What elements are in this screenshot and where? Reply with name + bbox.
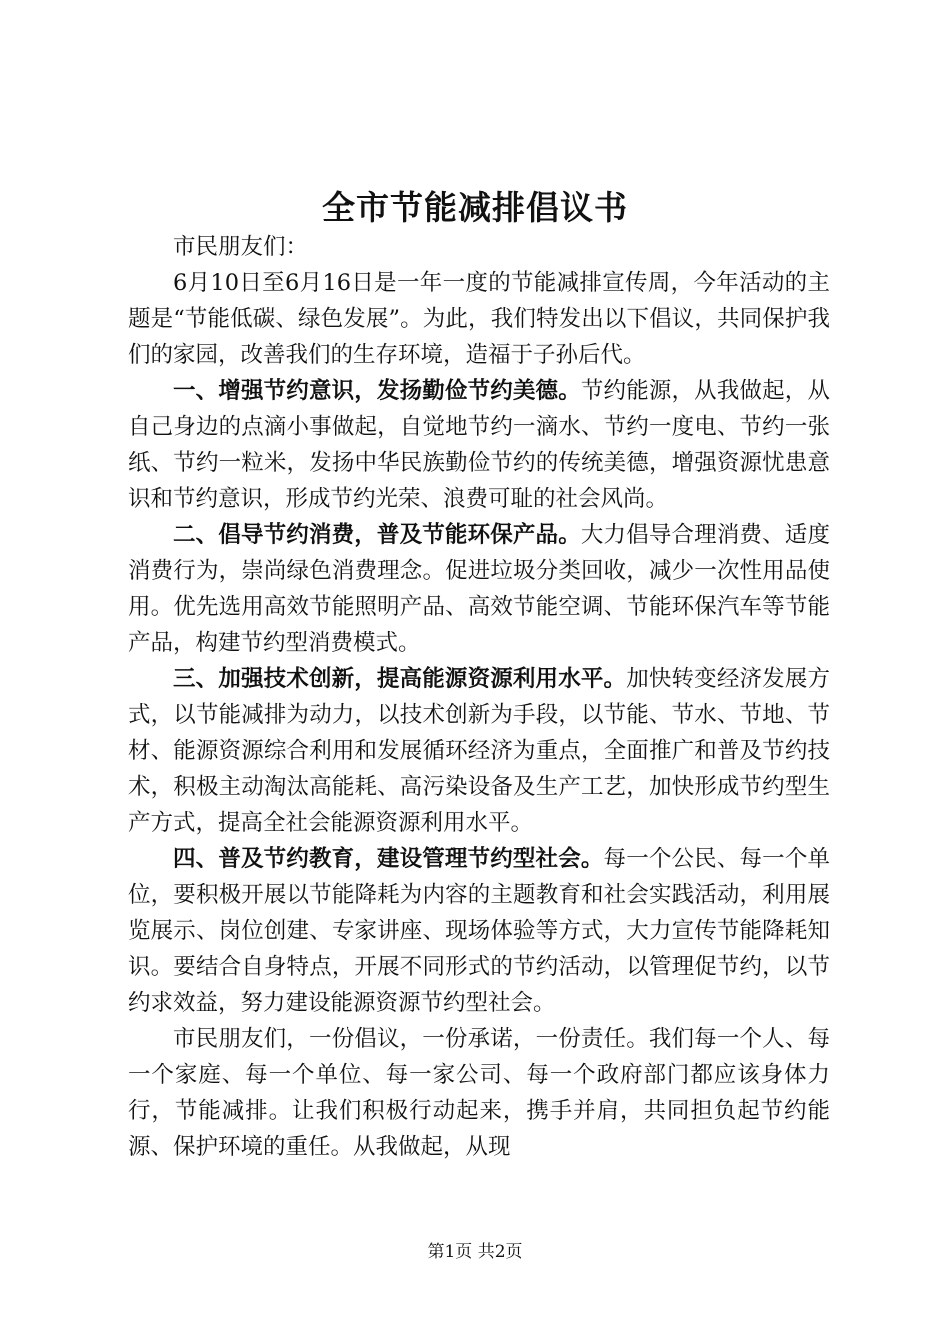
document-title: 全市节能减排倡议书 <box>322 188 628 227</box>
section-heading-2: 二、倡导节约消费，普及节能环保产品。 <box>173 522 581 548</box>
page-footer: 第1页 共2页 <box>427 1242 523 1262</box>
salutation: 市民朋友们： <box>173 234 309 260</box>
section-text-2: 大力倡导合理消费、适度消费行为，崇尚绿色消费理念。促进垃圾分类回收，减少一次性用品使用。优先选用高效节能照明产品、高效节能空调、节能环保汽车等节能产品，构建节约型消费模式。 <box>128 522 830 656</box>
section-paragraph-1 <box>128 373 830 517</box>
closing-paragraph: 市民朋友们，一份倡议，一份承诺，一份责任。我们每一个人、每一个家庭、每一个单位、每一家公司、每一个政府部门都应该身体力行，节能减排。让我们积极行动起来，携手并肩，共同担负起节约能源、保护环境的重任。从我做起，从现 <box>128 1026 830 1160</box>
section-paragraph-2 <box>128 517 830 661</box>
section-text-1: 节约能源，从我做起，从自己身边的点滴小事做起，自觉地节约一滴水、节约一度电、节约一张纸、节约一粒米，发扬中华民族勤俭节约的传统美德，增强资源忧患意识和节约意识，形成节约光荣、浪费可耻的社会风尚。 <box>128 378 830 512</box>
section-paragraph-4 <box>128 841 830 1021</box>
section-paragraph-3 <box>128 661 830 841</box>
section-heading-1: 一、增强节约意识，发扬勤俭节约美德。 <box>173 378 581 404</box>
section-heading-4: 四、普及节约教育，建设管理节约型社会。 <box>173 846 604 872</box>
section-text-4: 每一个公民、每一个单位，要积极开展以节能降耗为内容的主题教育和社会实践活动，利用展览展示、岗位创建、专家讲座、现场体验等方式，大力宣传节能降耗知识。要结合自身特点，开展不同形式的节约活动，以管理促节约，以节约求效益，努力建设能源资源节约型社会。 <box>128 846 830 1016</box>
section-text-3: 加快转变经济发展方式，以节能减排为动力，以技术创新为手段，以节能、节水、节地、节材、能源资源综合利用和发展循环经济为重点，全面推广和普及节约技术，积极主动淘汰高能耗、高污染设备及生产工艺，加快形成节约型生产方式，提高全社会能源资源利用水平。 <box>128 666 830 836</box>
document-body <box>128 229 830 1165</box>
section-heading-3: 三、加强技术创新，提高能源资源利用水平。 <box>173 666 627 692</box>
intro-paragraph: 6月10日至6月16日是一年一度的节能减排宣传周，今年活动的主题是“节能低碳、绿色发展”。为此，我们特发出以下倡议，共同保护我们的家园，改善我们的生存环境，造福于子孙后代。 <box>128 270 830 368</box>
